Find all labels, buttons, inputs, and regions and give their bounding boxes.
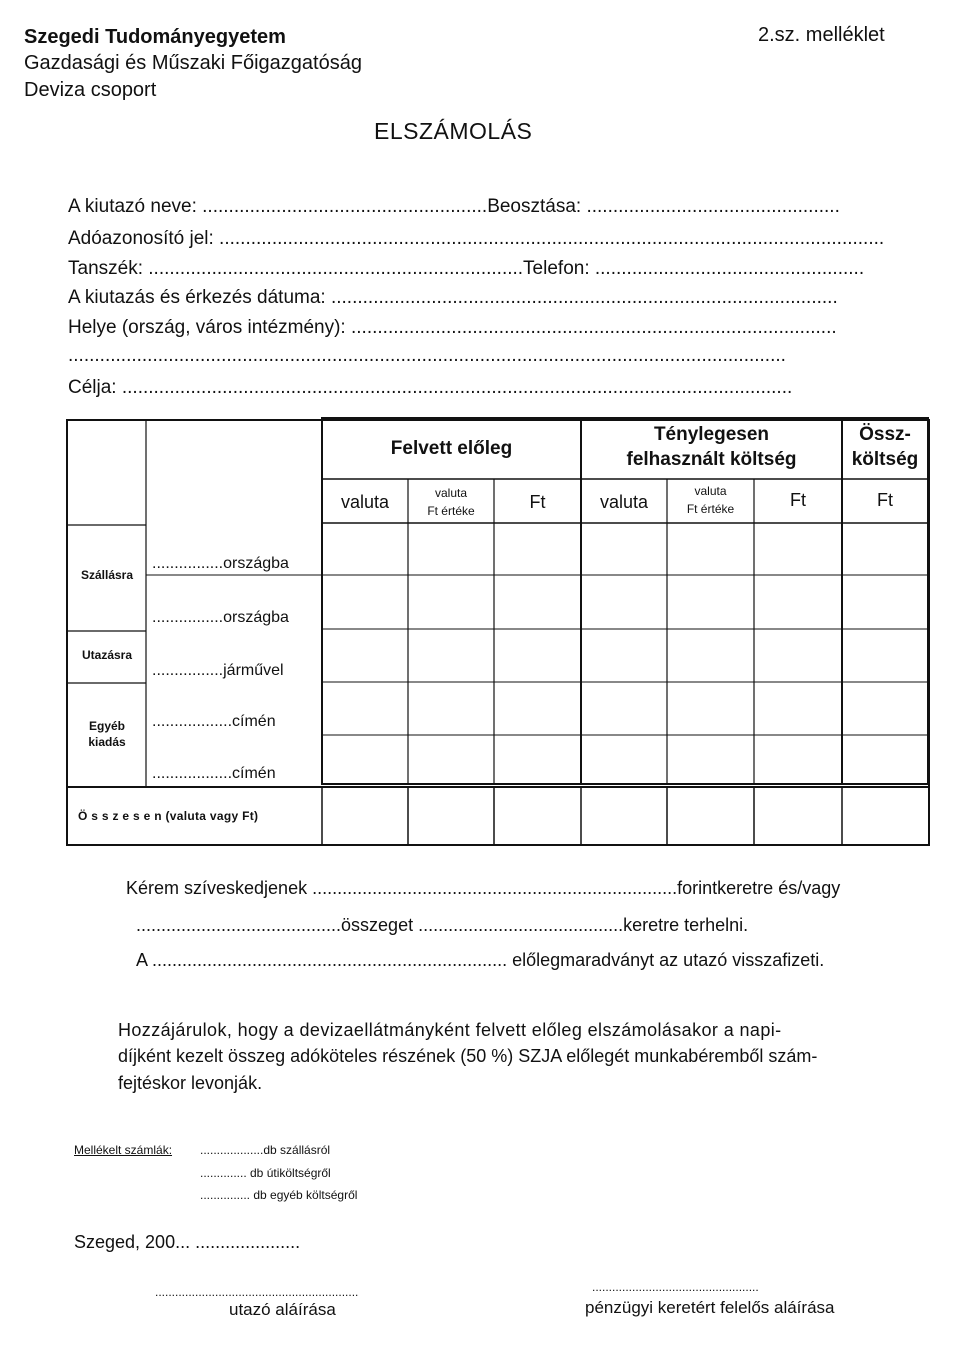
subheader-actual-value-line1: valuta <box>694 484 727 498</box>
purpose-line: Célja: ............................................................................................................................... <box>68 377 793 398</box>
row-label-other-line2: kiadás <box>88 735 126 749</box>
subheader-advance-value-line1: valuta <box>434 486 468 500</box>
row-label-travel: Utazásra <box>81 648 133 662</box>
request-line-3: A ....................................................................... előlegmaradványt az utazó visszafizeti. <box>136 950 825 970</box>
finance-signature-dots: .................................................. <box>592 1280 759 1294</box>
subheader-actual-ft: Ft <box>790 490 806 510</box>
finance-signature-label: pénzügyi keretért felelős aláírása <box>585 1298 835 1317</box>
subheader-actual-value-line2: Ft értéke <box>686 502 735 516</box>
traveler-name-line: A kiutazó neve: ......................................................Beosztása: ................................................ <box>68 196 840 217</box>
row-item-title-2: ..................címén <box>152 765 276 782</box>
institution-name: Szegedi Tudományegyetem <box>24 26 286 48</box>
header-total-line1: Össz- <box>859 424 911 445</box>
place-date-line: Szeged, 200... ..................... <box>74 1232 301 1252</box>
group-name: Deviza csoport <box>24 79 157 101</box>
department-name: Gazdasági és Műszaki Főigazgatóság <box>24 52 362 74</box>
annex-label: 2.sz. melléklet <box>758 24 885 46</box>
subheader-advance-ft: Ft <box>529 492 546 512</box>
consent-line-2: díjként kezelt összeg adóköteles részének (50 %) SZJA előlegét munkabéremből szám- <box>118 1046 818 1066</box>
attachments-travel: .............. db útiköltségről <box>200 1166 331 1180</box>
subheader-actual-valuta: valuta <box>599 492 649 512</box>
total-row-label: Ö s s z e s e n (valuta vagy Ft) <box>78 809 259 823</box>
document-title: ELSZÁMOLÁS <box>374 118 533 144</box>
subheader-advance-value-line2: Ft értéke <box>427 504 475 518</box>
dates-line: A kiutazás és érkezés dátuma: ................................................................................................ <box>68 287 838 308</box>
place-continuation-line: ........................................................................................................................................ <box>68 345 786 366</box>
consent-line-1: Hozzájárulok, hogy a devizaellátmányként felvett előleg elszámolásakor a napi- <box>118 1020 782 1040</box>
attachments-lodging: ...................db szállásról <box>200 1143 331 1157</box>
row-item-title-1: ..................címén <box>152 713 276 730</box>
subheader-advance-valuta: valuta <box>340 492 390 512</box>
attachments-other: ............... db egyéb költségről <box>200 1188 358 1202</box>
traveler-signature-label: utazó aláírása <box>229 1300 336 1319</box>
place-line: Helye (ország, város intézmény): ............................................................................................ <box>68 317 837 338</box>
tax-id-line: Adóazonosító jel: .............................................................................................................................. <box>68 228 885 249</box>
row-label-lodging: Szállásra <box>80 568 134 582</box>
row-label-other-line1: Egyéb <box>88 719 125 733</box>
header-total-line2: költség <box>851 449 919 470</box>
settlement-table <box>66 415 930 847</box>
row-item-country-2: ................országba <box>152 609 289 626</box>
consent-line-3: fejtéskor levonják. <box>118 1073 263 1093</box>
subheader-total-ft: Ft <box>877 490 893 510</box>
request-line-2: .........................................összeget .........................................keretre terhelni. <box>136 915 749 935</box>
row-item-country-1: ................országba <box>152 555 289 572</box>
header-actual-line2: felhasznált költség <box>626 449 797 470</box>
request-line-1: Kérem szíveskedjenek .........................................................................forintkeretre és/vagy <box>126 878 841 898</box>
attachments-label: Mellékelt számlák: <box>74 1143 173 1157</box>
header-actual-line1: Ténylegesen <box>653 424 770 445</box>
traveler-signature-dots: ............................................................. <box>155 1285 359 1299</box>
header-advance: Felvett előleg <box>390 438 513 459</box>
row-item-vehicle: ................járművel <box>152 662 284 679</box>
department-line: Tanszék: .......................................................................Telefon: ................................................... <box>68 258 865 279</box>
